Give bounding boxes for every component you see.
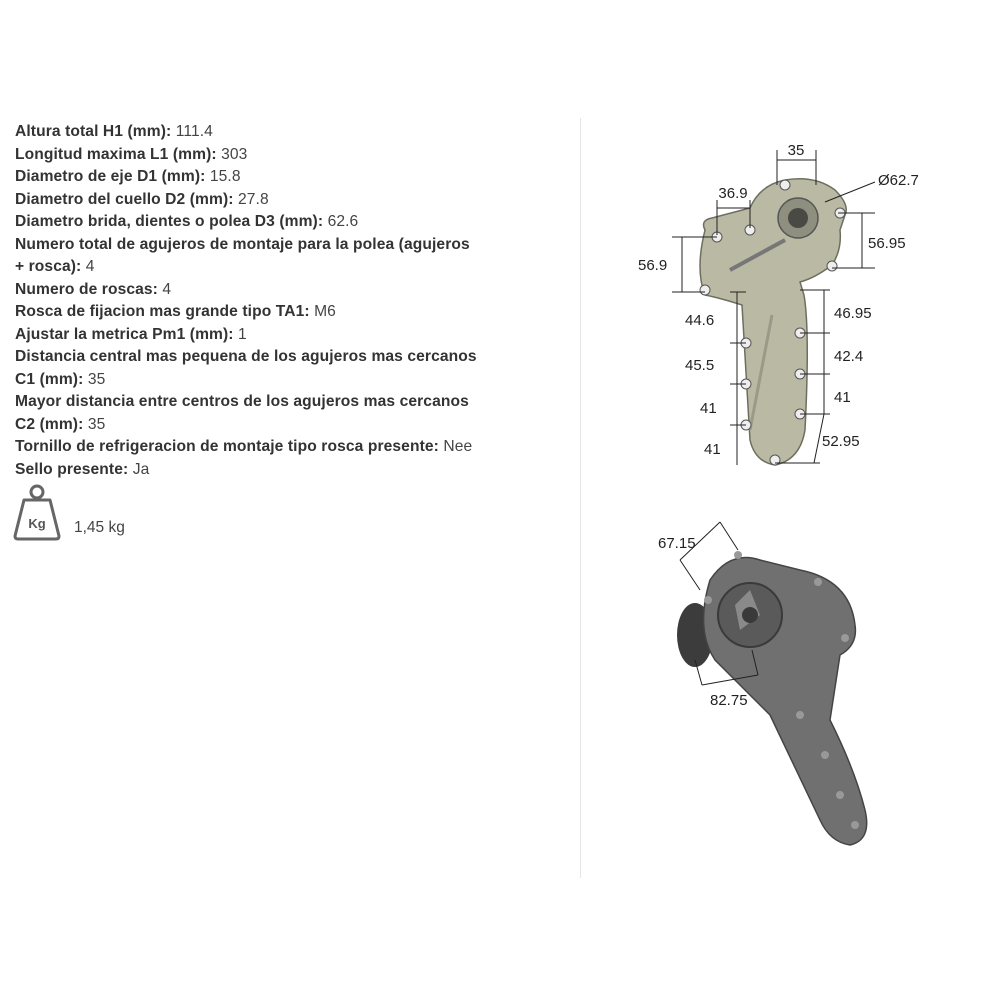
- spec-value: 35: [87, 370, 106, 388]
- spec-row: [15, 144, 575, 167]
- spec-value: Ja: [132, 460, 150, 478]
- spec-value: 27.8: [238, 190, 269, 208]
- weight-info: [12, 484, 212, 544]
- spec-label-continued: C1 (mm):: [15, 370, 84, 388]
- spec-row: [15, 391, 575, 436]
- spec-label: Tornillo de refrigeracion de montaje tipo rosca presente:: [15, 438, 439, 455]
- product-photo: [640, 520, 900, 860]
- spec-value: 1: [238, 325, 247, 343]
- spec-value: 35: [87, 415, 106, 433]
- photo-dim-bottom: 82.75: [710, 692, 748, 709]
- dim-left-2: 45.5: [685, 357, 715, 374]
- dim-left-3: 41: [700, 400, 717, 417]
- spec-label-continued: C2 (mm):: [15, 415, 84, 433]
- spec-row: [15, 166, 575, 189]
- spec-label: Diametro brida, dientes o polea D3 (mm):: [15, 213, 324, 230]
- dim-right-2: 42.4: [834, 348, 864, 365]
- spec-label: Sello presente:: [15, 460, 129, 478]
- spec-label: Mayor distancia entre centros de los agujeros mas cercanos: [15, 393, 469, 410]
- spec-value: M6: [314, 303, 336, 320]
- spec-label: Diametro de eje D1 (mm):: [15, 168, 206, 185]
- dim-right-4: 52.95: [822, 433, 860, 450]
- dimension-drawing: [600, 130, 980, 490]
- dim-right-1: 46.95: [834, 305, 872, 322]
- spec-row: [15, 346, 575, 391]
- spec-value: 62.6: [327, 213, 359, 230]
- dim-left-1: 44.6: [685, 312, 715, 329]
- spec-row: [15, 459, 575, 482]
- dim-pulley-diameter: Ø62.7: [878, 172, 919, 189]
- spec-label: Numero total de agujeros de montaje para la polea (agujeros: [15, 235, 470, 253]
- spec-row: [15, 234, 575, 279]
- pump-photo-body: [677, 551, 867, 845]
- spec-row: [15, 279, 575, 302]
- weight-icon-text: Kg: [28, 516, 46, 531]
- spec-row: [15, 436, 575, 459]
- column-divider: [580, 118, 581, 878]
- spec-value: 4: [85, 258, 95, 275]
- spec-value: Nee: [443, 438, 473, 455]
- spec-label-continued: + rosca):: [15, 258, 82, 275]
- spec-value: 303: [221, 145, 248, 163]
- spec-value: 4: [162, 280, 172, 298]
- spec-label: Ajustar la metrica Pm1 (mm):: [15, 325, 234, 343]
- dim-right-3: 41: [834, 389, 851, 406]
- spec-row: [15, 121, 575, 144]
- spec-label: Rosca de fijacion mas grande tipo TA1:: [15, 303, 310, 320]
- dim-top-width: 35: [787, 142, 805, 159]
- spec-label: Diametro del cuello D2 (mm):: [15, 190, 234, 208]
- spec-label: Distancia central mas pequena de los agujeros mas cercanos: [15, 348, 477, 365]
- spec-row: [15, 324, 575, 347]
- spec-row: [15, 301, 575, 324]
- spec-label: Altura total H1 (mm):: [15, 123, 172, 140]
- spec-row: [15, 211, 575, 234]
- spec-row: [15, 189, 575, 212]
- spec-label: Longitud maxima L1 (mm):: [15, 145, 217, 163]
- spec-value: 111.4: [175, 123, 213, 140]
- weight-value: 1,45 kg: [74, 519, 125, 536]
- spec-list: [15, 121, 575, 481]
- photo-dim-top: 67.15: [658, 535, 696, 552]
- dim-left-offset: 36.9: [718, 185, 748, 202]
- spec-label: Numero de roscas:: [15, 280, 158, 298]
- dim-left-height: 56.9: [638, 257, 668, 274]
- weight-icon: [12, 484, 62, 542]
- dim-right-height: 56.95: [868, 235, 906, 252]
- dim-left-4: 41: [704, 441, 721, 458]
- spec-value: 15.8: [209, 168, 241, 185]
